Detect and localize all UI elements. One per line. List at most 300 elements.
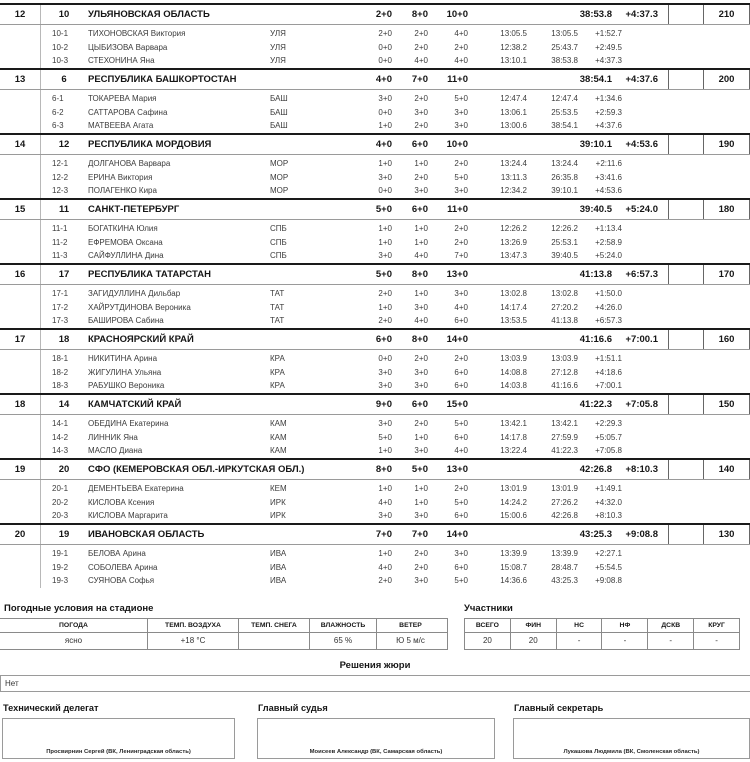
team-header-row: [0, 328, 750, 350]
participants-value-nf: -: [601, 633, 647, 649]
athlete-lap-time: 13:22.4: [500, 446, 527, 455]
athlete-cumulative-time: 13:02.8: [551, 289, 578, 298]
athlete-name: КИСЛОВА Маргарита: [88, 511, 168, 520]
athlete-name: НИКИТИНА Арина: [88, 354, 158, 363]
athlete-shooting-leg2: 4+0: [414, 316, 428, 325]
weather-value-weather: ясно: [64, 636, 83, 645]
athlete-time-behind: +4:32.0: [595, 497, 622, 507]
athlete-time-behind: +4:37.3: [595, 56, 622, 65]
athlete-shooting-leg2: 3+0: [414, 107, 428, 117]
athlete-lap-time: 13:00.6: [500, 121, 527, 130]
athlete-bib: 19-3: [52, 576, 69, 585]
athlete-shooting-leg1: 1+0: [378, 224, 392, 233]
team-empty-cell: [668, 5, 704, 24]
team-header-row: [0, 458, 750, 480]
team-shooting-total: 10+0: [446, 9, 468, 20]
athlete-lap-time: 13:11.3: [500, 172, 527, 182]
athlete-name: ЛИННИК Яна: [88, 432, 138, 442]
athlete-row: [0, 444, 750, 458]
athlete-bib: 12-3: [52, 186, 69, 195]
athlete-time-behind: +9:08.8: [595, 576, 622, 585]
athlete-shooting-total: 4+0: [454, 302, 468, 312]
athlete-shooting-leg1: 3+0: [378, 511, 392, 520]
athlete-name: МАТВЕЕВА Агата: [88, 121, 154, 130]
participants-table: [464, 618, 740, 650]
athlete-region-code: ИВА: [270, 549, 287, 558]
athlete-cumulative-time: 13:42.1: [551, 419, 578, 428]
athlete-time-behind: +2:11.6: [595, 159, 622, 168]
athlete-cumulative-time: 13:01.9: [551, 484, 578, 493]
athlete-bib: 12-1: [52, 159, 69, 168]
team-rank: 14: [14, 139, 26, 150]
participants-col-ns: НС: [556, 619, 602, 632]
athlete-cumulative-time: 12:47.4: [551, 94, 578, 103]
athlete-lap-time: 13:47.3: [500, 251, 527, 260]
team-shooting-total: 10+0: [446, 139, 468, 150]
athlete-shooting-leg1: 1+0: [378, 484, 392, 493]
athlete-row: [0, 496, 750, 510]
athlete-lap-time: 14:08.8: [500, 367, 527, 377]
athlete-shooting-leg1: 3+0: [378, 367, 392, 377]
team-bib: 11: [58, 204, 70, 215]
athlete-row: [0, 352, 750, 366]
athlete-bib: 10-1: [52, 29, 69, 38]
team-shooting-leg2: 6+0: [411, 204, 428, 215]
athlete-bib: 17-2: [52, 302, 69, 312]
athlete-time-behind: +4:53.6: [595, 186, 622, 195]
team-total-time: 41:16.6: [579, 334, 612, 345]
athlete-shooting-total: 6+0: [454, 511, 468, 520]
athlete-bib: 20-1: [52, 484, 69, 493]
athlete-row: [0, 171, 750, 185]
athlete-time-behind: +1:13.4: [595, 224, 622, 233]
team-empty-cell: [668, 135, 704, 154]
athlete-lap-time: 13:53.5: [500, 316, 527, 325]
athlete-row: [0, 314, 750, 328]
athlete-lap-time: 12:47.4: [500, 94, 527, 103]
athlete-time-behind: +2:58.9: [595, 237, 622, 247]
athlete-row: [0, 417, 750, 431]
team-shooting-total: 13+0: [446, 464, 468, 475]
athlete-time-behind: +3:41.6: [595, 172, 622, 182]
athlete-cumulative-time: 12:26.2: [551, 224, 578, 233]
team-shooting-leg1: 4+0: [375, 74, 392, 85]
participants-heading: Участники: [464, 603, 513, 614]
athlete-cumulative-time: 41:16.6: [551, 381, 578, 390]
athlete-shooting-total: 3+0: [454, 121, 468, 130]
athlete-rows: [0, 547, 750, 588]
team-header-row: [0, 3, 750, 25]
weather-col-air-temp: ТЕМП. ВОЗДУХА: [147, 619, 238, 632]
athlete-cumulative-time: 39:40.5: [551, 251, 578, 260]
athlete-row: [0, 287, 750, 301]
athlete-time-behind: +1:50.0: [595, 289, 622, 298]
athlete-shooting-total: 2+0: [454, 159, 468, 168]
athlete-shooting-leg1: 0+0: [378, 107, 392, 117]
athlete-lap-time: 13:26.9: [500, 237, 527, 247]
team-shooting-total: 13+0: [446, 269, 468, 280]
athlete-time-behind: +5:54.5: [595, 562, 622, 572]
team-total-time: 41:22.3: [579, 399, 612, 410]
athlete-shooting-leg1: 3+0: [378, 251, 392, 260]
athlete-region-code: БАШ: [270, 94, 288, 103]
team-shooting-leg2: 8+0: [411, 269, 428, 280]
team-shooting-leg1: 5+0: [375, 204, 392, 215]
athlete-lap-time: 13:24.4: [500, 159, 527, 168]
athlete-row: [0, 157, 750, 171]
athlete-region-code: СПБ: [270, 224, 287, 233]
team-shooting-leg2: 7+0: [411, 74, 428, 85]
athlete-name: БЕЛОВА Арина: [88, 549, 146, 558]
athlete-region-code: ТАТ: [270, 289, 285, 298]
athlete-cumulative-time: 26:35.8: [551, 172, 578, 182]
athlete-time-behind: +4:18.6: [595, 367, 622, 377]
athlete-shooting-total: 3+0: [454, 107, 468, 117]
team-header-row: [0, 393, 750, 415]
athlete-shooting-total: 6+0: [454, 432, 468, 442]
athlete-time-behind: +6:57.3: [595, 316, 622, 325]
team-score: 150: [703, 395, 750, 414]
athlete-cumulative-time: 27:12.8: [551, 367, 578, 377]
athlete-cumulative-time: 13:05.5: [551, 29, 578, 38]
athlete-cumulative-time: 41:22.3: [551, 446, 578, 455]
athlete-shooting-leg2: 3+0: [414, 367, 428, 377]
technical-delegate-signature-box: [2, 718, 235, 759]
athlete-cumulative-time: 25:53.1: [551, 237, 578, 247]
athlete-region-code: БАШ: [270, 121, 288, 130]
athlete-lap-time: 14:17.8: [500, 432, 527, 442]
team-shooting-leg1: 4+0: [375, 139, 392, 150]
athlete-bib: 6-3: [52, 121, 64, 130]
athlete-shooting-leg2: 3+0: [414, 381, 428, 390]
athlete-time-behind: +2:27.1: [595, 549, 622, 558]
athlete-region-code: ТАТ: [270, 316, 285, 325]
athlete-name: ДЕМЕНТЬЕВА Екатерина: [88, 484, 184, 493]
athlete-shooting-leg1: 1+0: [378, 549, 392, 558]
athlete-bib: 18-1: [52, 354, 69, 363]
team-total-time: 41:13.8: [579, 269, 612, 280]
athlete-shooting-total: 5+0: [454, 576, 468, 585]
team-empty-cell: [668, 330, 704, 349]
athlete-region-code: МОР: [270, 172, 289, 182]
athlete-shooting-leg2: 3+0: [414, 511, 428, 520]
athlete-bib: 10-2: [52, 42, 69, 52]
athlete-cumulative-time: 38:53.8: [551, 56, 578, 65]
athlete-bib: 11-3: [52, 251, 68, 260]
athlete-name: БАШИРОВА Сабина: [88, 316, 164, 325]
athlete-shooting-leg1: 2+0: [378, 29, 392, 38]
athlete-rows: [0, 287, 750, 328]
athlete-region-code: ИРК: [270, 497, 286, 507]
team-shooting-total: 11+0: [447, 74, 468, 85]
athlete-lap-time: 14:17.4: [500, 302, 527, 312]
team-header-row: [0, 523, 750, 545]
team-shooting-total: 14+0: [446, 334, 468, 345]
athlete-name: БОГАТКИНА Юлия: [88, 224, 158, 233]
athlete-lap-time: 12:34.2: [500, 186, 527, 195]
athlete-row: [0, 119, 750, 133]
athlete-shooting-leg1: 1+0: [378, 302, 392, 312]
athlete-shooting-leg2: 2+0: [414, 354, 428, 363]
athlete-bib: 18-3: [52, 381, 69, 390]
chief-judge-title: Главный судья: [258, 703, 328, 713]
team-shooting-total: 14+0: [446, 529, 468, 540]
athlete-shooting-total: 3+0: [454, 289, 468, 298]
athlete-rows: [0, 352, 750, 393]
team-name: РЕСПУБЛИКА БАШКОРТОСТАН: [88, 74, 237, 85]
athlete-row: [0, 301, 750, 315]
team-total-time: 39:10.1: [579, 139, 612, 150]
athlete-region-code: ИВА: [270, 576, 287, 585]
team-rank: 17: [14, 334, 26, 345]
athlete-lap-time: 14:36.6: [500, 576, 527, 585]
athlete-bib: 11-2: [52, 237, 68, 247]
athlete-cumulative-time: 25:53.5: [551, 107, 578, 117]
athlete-cumulative-time: 38:54.1: [551, 121, 578, 130]
athlete-lap-time: 13:42.1: [500, 419, 527, 428]
athlete-shooting-total: 4+0: [454, 29, 468, 38]
team-shooting-total: 15+0: [446, 399, 468, 410]
athlete-region-code: КАМ: [270, 419, 287, 428]
weather-value-wind: Ю 5 м/с: [376, 633, 444, 649]
athlete-cumulative-time: 13:03.9: [551, 354, 578, 363]
team-score: 140: [703, 460, 750, 479]
athlete-row: [0, 236, 750, 250]
athlete-shooting-total: 5+0: [454, 172, 468, 182]
team-rank: 15: [14, 204, 26, 215]
jury-decision-box: Нет: [0, 675, 750, 692]
athlete-rows: [0, 157, 750, 198]
athlete-bib: 11-1: [52, 224, 68, 233]
athlete-row: [0, 366, 750, 380]
athlete-bib: 14-1: [52, 419, 69, 428]
athlete-shooting-total: 5+0: [454, 94, 468, 103]
athlete-shooting-leg1: 5+0: [378, 432, 392, 442]
athlete-time-behind: +1:49.1: [595, 484, 622, 493]
athlete-shooting-total: 4+0: [454, 56, 468, 65]
athlete-shooting-leg2: 3+0: [414, 576, 428, 585]
team-shooting-leg2: 6+0: [411, 139, 428, 150]
team-bib: 6: [61, 74, 67, 85]
athlete-bib: 19-2: [52, 562, 69, 572]
athlete-shooting-leg2: 3+0: [414, 302, 428, 312]
athlete-name: ПОЛАГЕНКО Кира: [88, 186, 157, 195]
team-block: [0, 263, 750, 328]
athlete-shooting-leg2: 2+0: [414, 549, 428, 558]
team-total-time: 38:54.1: [579, 74, 612, 85]
weather-col-weather: ПОГОДА: [59, 622, 88, 629]
athlete-bib: 10-3: [52, 56, 69, 65]
athlete-lap-time: 13:06.1: [500, 107, 527, 117]
athlete-row: [0, 574, 750, 588]
athlete-region-code: УЛЯ: [270, 42, 286, 52]
athlete-row: [0, 547, 750, 561]
athlete-shooting-leg2: 2+0: [414, 172, 428, 182]
athlete-lap-time: 15:00.6: [500, 511, 527, 520]
athlete-shooting-total: 3+0: [454, 549, 468, 558]
team-block: [0, 523, 750, 588]
team-name: ИВАНОВСКАЯ ОБЛАСТЬ: [88, 529, 205, 540]
athlete-time-behind: +5:05.7: [595, 432, 622, 442]
athlete-shooting-leg2: 2+0: [414, 42, 428, 52]
athlete-shooting-leg2: 1+0: [414, 237, 428, 247]
athlete-shooting-leg1: 0+0: [378, 354, 392, 363]
team-shooting-leg2: 7+0: [411, 529, 428, 540]
athlete-shooting-total: 6+0: [454, 316, 468, 325]
athlete-row: [0, 54, 750, 68]
athlete-region-code: СПБ: [270, 237, 287, 247]
weather-heading: Погодные условия на стадионе: [4, 603, 154, 614]
athlete-shooting-leg1: 1+0: [378, 121, 392, 130]
athlete-shooting-total: 6+0: [454, 367, 468, 377]
athlete-shooting-leg1: 2+0: [378, 316, 392, 325]
athlete-shooting-total: 5+0: [454, 497, 468, 507]
athlete-bib: 17-3: [52, 316, 69, 325]
athlete-name: СОБОЛЕВА Арина: [88, 562, 158, 572]
team-bib: 20: [58, 464, 70, 475]
team-block: [0, 198, 750, 263]
athlete-region-code: ТАТ: [270, 302, 285, 312]
athlete-shooting-total: 2+0: [454, 484, 468, 493]
team-name: КАМЧАТСКИЙ КРАЙ: [88, 399, 182, 410]
team-block: [0, 133, 750, 198]
team-rank: 19: [14, 464, 26, 475]
athlete-name: САТТАРОВА Сафина: [88, 107, 168, 117]
athlete-region-code: БАШ: [270, 107, 288, 117]
athlete-row: [0, 41, 750, 55]
team-time-behind: +5:24.0: [625, 204, 658, 215]
jury-heading: Решения жюри: [339, 660, 411, 671]
athlete-bib: 17-1: [52, 289, 69, 298]
athlete-shooting-total: 7+0: [454, 251, 468, 260]
technical-delegate-title: Технический делегат: [3, 703, 99, 713]
athlete-shooting-leg1: 2+0: [378, 289, 392, 298]
athlete-bib: 6-1: [52, 94, 64, 103]
weather-col-wind: ВЕТЕР: [376, 619, 444, 632]
athlete-shooting-leg2: 2+0: [414, 562, 428, 572]
athlete-bib: 14-3: [52, 446, 69, 455]
athlete-region-code: КРА: [270, 381, 285, 390]
team-shooting-leg1: 8+0: [375, 464, 392, 475]
team-score: 210: [703, 5, 750, 24]
team-bib: 17: [58, 269, 70, 280]
athlete-cumulative-time: 43:25.3: [551, 576, 578, 585]
athlete-shooting-leg2: 3+0: [414, 186, 428, 195]
weather-col-humidity: ВЛАЖНОСТЬ: [309, 619, 376, 632]
team-shooting-leg2: 5+0: [411, 464, 428, 475]
athlete-row: [0, 379, 750, 393]
participants-value-lapped: -: [693, 633, 739, 649]
team-rank: 18: [14, 399, 26, 410]
athlete-lap-time: 13:03.9: [500, 354, 527, 363]
team-empty-cell: [668, 70, 704, 89]
athlete-lap-time: 12:38.2: [500, 42, 527, 52]
weather-table: [0, 618, 448, 650]
athlete-bib: 20-3: [52, 511, 69, 520]
athlete-name: РАБУШКО Вероника: [88, 381, 165, 390]
team-total-time: 38:53.8: [579, 9, 612, 20]
athlete-lap-time: 13:02.8: [500, 289, 527, 298]
athlete-rows: [0, 92, 750, 133]
participants-col-total: ВСЕГО: [475, 622, 499, 629]
athlete-shooting-leg1: 0+0: [378, 42, 392, 52]
participants-table-header-row: [465, 619, 739, 633]
team-empty-cell: [668, 265, 704, 284]
team-block: [0, 393, 750, 458]
team-score: 190: [703, 135, 750, 154]
chief-secretary-signature-box: [513, 718, 750, 759]
athlete-lap-time: 12:26.2: [500, 224, 527, 233]
athlete-lap-time: 15:08.7: [500, 562, 527, 572]
athlete-shooting-leg1: 3+0: [378, 419, 392, 428]
athlete-name: ОБЕДИНА Екатерина: [88, 419, 169, 428]
team-score: 180: [703, 200, 750, 219]
results-table: [0, 3, 750, 588]
athlete-time-behind: +2:59.3: [595, 107, 622, 117]
team-empty-cell: [668, 460, 704, 479]
athlete-shooting-total: 4+0: [454, 446, 468, 455]
athlete-row: [0, 561, 750, 575]
chief-judge-signature-box: [257, 718, 495, 759]
athlete-rows: [0, 482, 750, 523]
athlete-cumulative-time: 28:48.7: [551, 562, 578, 572]
athlete-shooting-leg1: 1+0: [378, 446, 392, 455]
athlete-time-behind: +1:51.1: [595, 354, 622, 363]
athlete-region-code: КЕМ: [270, 484, 287, 493]
team-header-row: [0, 198, 750, 220]
athlete-shooting-total: 2+0: [454, 237, 468, 247]
athlete-shooting-leg1: 1+0: [378, 237, 392, 247]
team-block: [0, 328, 750, 393]
athlete-lap-time: 14:03.8: [500, 381, 527, 390]
athlete-shooting-total: 2+0: [454, 42, 468, 52]
athlete-time-behind: +4:26.0: [595, 302, 622, 312]
team-shooting-leg1: 9+0: [375, 399, 392, 410]
weather-table-value-row: [0, 633, 447, 649]
athlete-shooting-leg1: 3+0: [378, 94, 392, 103]
athlete-name: САЙФУЛЛИНА Дина: [88, 251, 164, 260]
participants-col-dskv: ДСКВ: [647, 619, 693, 632]
athlete-row: [0, 92, 750, 106]
athlete-shooting-leg2: 4+0: [414, 56, 428, 65]
athlete-row: [0, 27, 750, 41]
athlete-name: СУЯНОВА Софья: [88, 576, 155, 585]
athlete-cumulative-time: 27:59.9: [551, 432, 578, 442]
athlete-shooting-leg2: 1+0: [414, 484, 428, 493]
athlete-name: КИСЛОВА Ксения: [88, 497, 155, 507]
athlete-shooting-leg1: 0+0: [378, 186, 392, 195]
athlete-region-code: КРА: [270, 354, 285, 363]
team-header-row: [0, 133, 750, 155]
athlete-shooting-leg2: 3+0: [414, 446, 428, 455]
athlete-shooting-leg2: 1+0: [414, 289, 428, 298]
athlete-shooting-leg2: 1+0: [414, 432, 428, 442]
team-score: 200: [703, 70, 750, 89]
team-block: [0, 3, 750, 68]
athlete-row: [0, 509, 750, 523]
team-header-row: [0, 68, 750, 90]
team-rank: 13: [14, 74, 26, 85]
athlete-cumulative-time: 25:43.7: [551, 42, 578, 52]
weather-value-air-temp: +18 °C: [147, 633, 238, 649]
team-bib: 14: [58, 399, 70, 410]
athlete-time-behind: +7:05.8: [595, 446, 622, 455]
weather-col-snow-temp: ТЕМП. СНЕГА: [238, 619, 309, 632]
athlete-shooting-total: 5+0: [454, 419, 468, 428]
athlete-row: [0, 431, 750, 445]
athlete-bib: 6-2: [52, 107, 64, 117]
athlete-region-code: УЛЯ: [270, 29, 286, 38]
